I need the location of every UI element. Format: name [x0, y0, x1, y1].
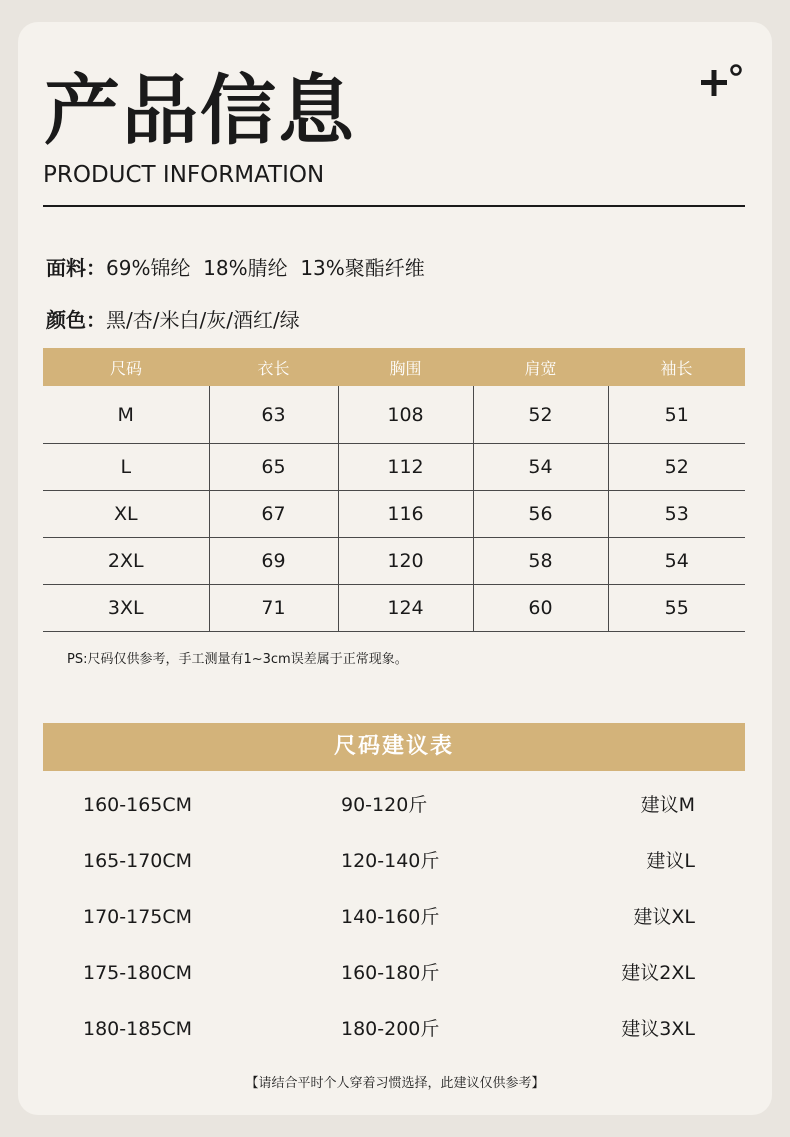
shoulder-cell: 52 — [473, 386, 608, 444]
weight-range: 140-160斤 — [341, 906, 440, 928]
fabric-label: 面料： — [46, 256, 106, 280]
length-cell: 63 — [209, 386, 338, 444]
page-subtitle: PRODUCT INFORMATION — [43, 162, 325, 188]
length-cell: 67 — [209, 491, 338, 538]
size-cell: 3XL — [43, 585, 209, 632]
table-row — [43, 491, 745, 538]
length-cell: 71 — [209, 585, 338, 632]
length-cell: 65 — [209, 444, 338, 491]
table-row — [43, 386, 745, 444]
chest-cell: 108 — [338, 386, 473, 444]
size-cell: M — [43, 386, 209, 444]
shoulder-cell: 60 — [473, 585, 608, 632]
suggestion-title: 尺码建议表 — [43, 723, 745, 771]
chest-cell: 120 — [338, 538, 473, 585]
sleeve-cell: 54 — [608, 538, 745, 585]
height-range: 170-175CM — [83, 906, 193, 928]
size-advice: 建议2XL — [621, 962, 695, 984]
measurement-note: PS:尺码仅供参考，手工测量有1~3cm误差属于正常现象。 — [67, 652, 408, 667]
sleeve-cell: 51 — [608, 386, 745, 444]
suggestion-row — [43, 897, 745, 937]
chest-cell: 124 — [338, 585, 473, 632]
shoulder-cell: 54 — [473, 444, 608, 491]
header-divider — [43, 205, 745, 207]
sleeve-cell: 55 — [608, 585, 745, 632]
size-advice: 建议M — [640, 794, 695, 816]
suggestion-row — [43, 785, 745, 825]
height-range: 165-170CM — [83, 850, 193, 872]
header-size: 尺码 — [43, 348, 209, 386]
table-row — [43, 585, 745, 632]
color-value: 黑/杏/米白/灰/酒红/绿 — [106, 308, 300, 332]
fabric-info — [46, 254, 425, 282]
sleeve-cell: 52 — [608, 444, 745, 491]
weight-range: 180-200斤 — [341, 1018, 440, 1040]
size-cell: L — [43, 444, 209, 491]
plus-degree-icon — [699, 62, 747, 102]
size-cell: XL — [43, 491, 209, 538]
footer-note: 【请结合平时个人穿着习惯选择，此建议仅供参考】 — [245, 1076, 545, 1091]
chest-cell: 116 — [338, 491, 473, 538]
height-range: 160-165CM — [83, 794, 193, 816]
shoulder-cell: 58 — [473, 538, 608, 585]
page-title: 产品信息 — [44, 66, 356, 155]
suggestion-row — [43, 1009, 745, 1049]
color-info — [46, 306, 300, 334]
size-advice: 建议XL — [633, 906, 695, 928]
suggestion-row — [43, 841, 745, 881]
header-sleeve: 袖长 — [608, 348, 745, 386]
weight-range: 90-120斤 — [341, 794, 428, 816]
size-table-header-row — [43, 348, 745, 386]
color-label: 颜色： — [46, 308, 106, 332]
size-cell: 2XL — [43, 538, 209, 585]
chest-cell: 112 — [338, 444, 473, 491]
weight-range: 160-180斤 — [341, 962, 440, 984]
sleeve-cell: 53 — [608, 491, 745, 538]
header-shoulder: 肩宽 — [473, 348, 608, 386]
table-row — [43, 444, 745, 491]
shoulder-cell: 56 — [473, 491, 608, 538]
height-range: 180-185CM — [83, 1018, 193, 1040]
header-chest: 胸围 — [338, 348, 473, 386]
fabric-value: 69%锦纶 18%腈纶 13%聚酯纤维 — [106, 256, 425, 280]
size-advice: 建议3XL — [621, 1018, 695, 1040]
height-range: 175-180CM — [83, 962, 193, 984]
table-row — [43, 538, 745, 585]
weight-range: 120-140斤 — [341, 850, 440, 872]
length-cell: 69 — [209, 538, 338, 585]
header-length: 衣长 — [209, 348, 338, 386]
size-table — [43, 348, 745, 632]
size-advice: 建议L — [646, 850, 695, 872]
suggestion-row — [43, 953, 745, 993]
